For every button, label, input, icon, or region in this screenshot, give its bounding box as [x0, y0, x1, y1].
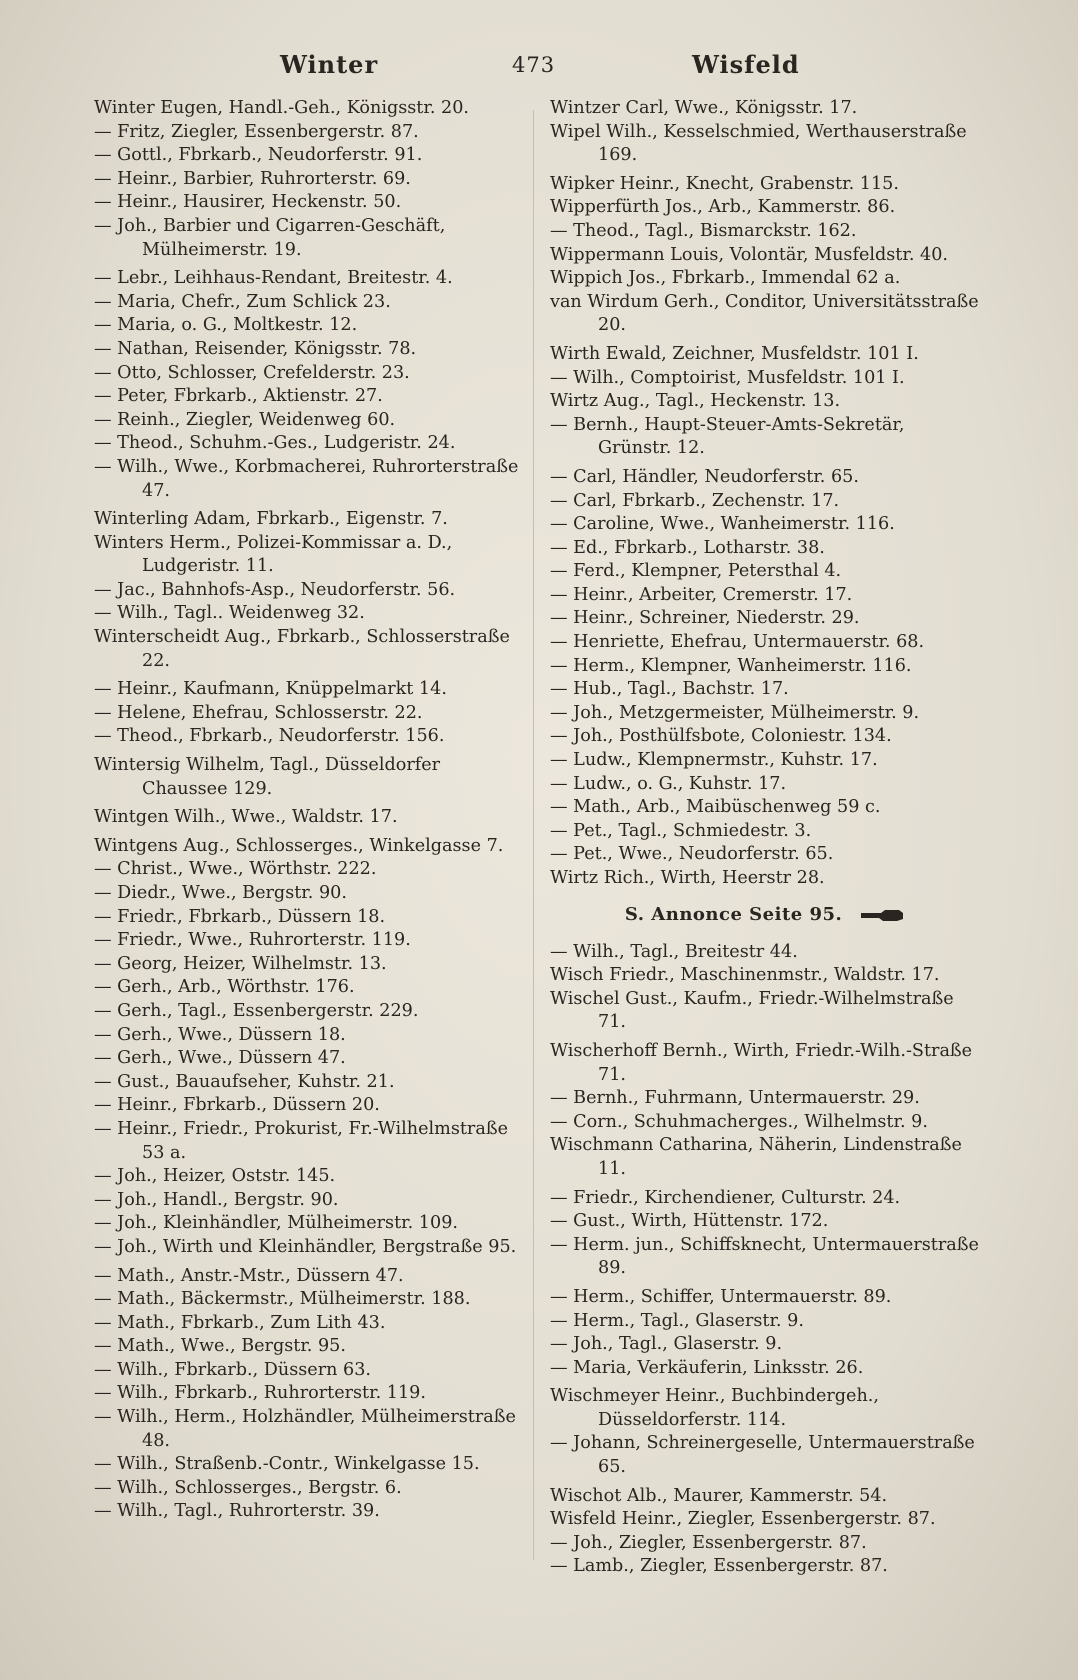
directory-entry: Wintzer Carl, Wwe., Königsstr. 17. [550, 98, 858, 118]
directory-entry: — Friedr., Wwe., Ruhrorterstr. 119. [94, 930, 411, 951]
directory-entry: — Fritz, Ziegler, Essenbergerstr. 87. [94, 121, 419, 142]
directory-entry: — Joh., Metzgermeister, Mülheimerstr. 9. [550, 702, 920, 723]
directory-entry: — Peter, Fbrkarb., Aktienstr. 27. [94, 386, 383, 407]
directory-entry: van Wirdum Gerh., Conditor, Universitätsstraße 20. [550, 291, 979, 336]
directory-entry: — Joh., Tagl., Glaserstr. 9. [550, 1334, 783, 1355]
directory-entry: — Heinr., Arbeiter, Cremerstr. 17. [550, 584, 853, 605]
column-divider [533, 110, 534, 1560]
directory-entry: — Math., Anstr.-Mstr., Düssern 47. [94, 1265, 404, 1286]
directory-entry: Winter Eugen, Handl.-Geh., Königsstr. 20. [94, 98, 470, 118]
directory-entry: — Heinr., Barbier, Ruhrorterstr. 69. [94, 168, 411, 189]
directory-entry: — Wilh., Fbrkarb., Ruhrorterstr. 119. [94, 1383, 426, 1404]
directory-entry: — Theod., Schuhm.-Ges., Ludgeristr. 24. [94, 433, 456, 454]
directory-entry: — Joh., Heizer, Oststr. 145. [94, 1166, 336, 1187]
directory-entry: Wischerhoff Bernh., Wirth, Friedr.-Wilh.-Straße 71. [550, 1040, 973, 1085]
directory-entry: Wintgen Wilh., Wwe., Waldstr. 17. [94, 807, 398, 828]
directory-entry: Wipperfürth Jos., Arb., Kammerstr. 86. [550, 197, 896, 218]
directory-entry: — Herm., Klempner, Wanheimerstr. 116. [550, 655, 912, 676]
directory-entry: — Corn., Schuhmacherges., Wilhelmstr. 9. [550, 1111, 928, 1132]
directory-entry: — Maria, Chefr., Zum Schlick 23. [94, 291, 391, 312]
right-column [550, 97, 980, 1579]
directory-entry: — Pet., Tagl., Schmiedestr. 3. [550, 820, 812, 841]
directory-entry: — Heinr., Schreiner, Niederstr. 29. [550, 608, 860, 629]
directory-entry: — Lebr., Leihhaus-Rendant, Breitestr. 4. [94, 268, 453, 289]
directory-entry: — Carl, Händler, Neudorferstr. 65. [550, 466, 859, 487]
directory-entry: — Theod., Tagl., Bismarckstr. 162. [550, 220, 857, 241]
directory-entry: — Joh., Wirth und Kleinhändler, Bergstraße 95. [94, 1236, 517, 1257]
directory-entry: — Christ., Wwe., Wörthstr. 222. [94, 859, 377, 880]
directory-entry: — Helene, Ehefrau, Schlosserstr. 22. [94, 702, 423, 723]
directory-entry: — Wilh., Tagl., Ruhrorterstr. 39. [94, 1501, 380, 1522]
directory-entry: Wipel Wilh., Kesselschmied, Werthauserstraße 169. [550, 121, 967, 166]
directory-entry: — Maria, o. G., Moltkestr. 12. [94, 315, 358, 336]
directory-entry: — Ed., Fbrkarb., Lotharstr. 38. [550, 537, 825, 558]
directory-entry: Wisfeld Heinr., Ziegler, Essenbergerstr. 87. [550, 1509, 936, 1530]
directory-entry: — Wilh., Comptoirist, Musfeldstr. 101 I. [550, 367, 905, 388]
directory-entry: Wintersig Wilhelm, Tagl., Düsseldorfer Chaussee 129. [94, 755, 441, 799]
directory-entry: — Wilh., Fbrkarb., Düssern 63. [94, 1359, 372, 1380]
directory-entry: — Friedr., Kirchendiener, Culturstr. 24. [550, 1187, 901, 1208]
directory-entry: — Heinr., Hausirer, Heckenstr. 50. [94, 192, 402, 213]
directory-entry: Wischmeyer Heinr., Buchbindergeh., Düsseldorferstr. 114. [550, 1386, 879, 1430]
directory-entry: Wipker Heinr., Knecht, Grabenstr. 115. [550, 173, 899, 194]
directory-entry: Winterling Adam, Fbrkarb., Eigenstr. 7. [94, 509, 448, 530]
directory-entry: Wirth Ewald, Zeichner, Musfeldstr. 101 I. [550, 343, 919, 364]
directory-entry: — Johann, Schreinergeselle, Untermauerstraße 65. [550, 1433, 975, 1478]
directory-entry: — Math., Arb., Maibüschenweg 59 c. [550, 797, 881, 818]
directory-entry: Wirtz Rich., Wirth, Heerstr 28. [550, 868, 825, 888]
directory-entry: Wintgens Aug., Schlosserges., Winkelgasse 7. [94, 835, 504, 856]
directory-entry: — Joh., Posthülfsbote, Coloniestr. 134. [550, 726, 892, 747]
directory-entry: — Math., Wwe., Bergstr. 95. [94, 1336, 346, 1357]
directory-entry: — Gerh., Wwe., Düssern 47. [94, 1048, 346, 1069]
directory-entry: — Henriette, Ehefrau, Untermauerstr. 68. [550, 632, 925, 653]
directory-entry: — Gottl., Fbrkarb., Neudorferstr. 91. [94, 145, 423, 166]
directory-entry: Wischmann Catharina, Näherin, Lindenstraße 11. [550, 1135, 962, 1179]
directory-entry: Winters Herm., Polizei-Kommissar a. D., Ludgeristr. 11. [94, 532, 453, 577]
directory-entry: — Joh., Ziegler, Essenbergerstr. 87. [550, 1532, 867, 1553]
directory-entry: — Math., Fbrkarb., Zum Lith 43. [94, 1312, 386, 1333]
directory-entry: — Carl, Fbrkarb., Zechenstr. 17. [550, 490, 840, 511]
directory-entry: — Gerh., Tagl., Essenbergerstr. 229. [94, 1000, 419, 1021]
directory-entry: — Theod., Fbrkarb., Neudorferstr. 156. [94, 726, 445, 747]
directory-entry: — Wilh., Herm., Holzhändler, Mülheimerstraße 48. [94, 1407, 516, 1451]
directory-entry: Wischel Gust., Kaufm., Friedr.-Wilhelmstraße 71. [550, 988, 954, 1033]
directory-entry: — Otto, Schlosser, Crefelderstr. 23. [94, 362, 410, 383]
directory-entry: — Reinh., Ziegler, Weidenweg 60. [94, 409, 396, 430]
directory-entry: — Joh., Handl., Bergstr. 90. [94, 1189, 339, 1210]
running-head-right: Wisfeld [692, 50, 800, 79]
directory-entry: — Gust., Wirth, Hüttenstr. 172. [550, 1211, 829, 1232]
pointing-hand-icon [859, 907, 905, 923]
directory-entry: — Diedr., Wwe., Bergstr. 90. [94, 883, 347, 903]
directory-entry: — Herm. jun., Schiffsknecht, Untermauerstraße 89. [550, 1234, 979, 1279]
directory-entry: — Bernh., Fuhrmann, Untermauerstr. 29. [550, 1088, 920, 1109]
directory-entry: — Joh., Barbier und Cigarren-Geschäft, Mülheimerstr. 19. [94, 215, 446, 260]
directory-entry: Wischot Alb., Maurer, Kammerstr. 54. [550, 1485, 888, 1506]
directory-entry: — Wilh., Tagl.. Weidenweg 32. [94, 603, 365, 624]
annonce-text: S. Annonce Seite 95. [624, 903, 843, 925]
running-head-left: Winter [280, 50, 379, 79]
directory-entry: — Math., Bäckermstr., Mülheimerstr. 188. [94, 1289, 471, 1310]
directory-entry: Wippermann Louis, Volontär, Musfeldstr. 40. [550, 244, 949, 265]
directory-entry: — Joh., Kleinhändler, Mülheimerstr. 109. [94, 1213, 458, 1234]
directory-entry: — Caroline, Wwe., Wanheimerstr. 116. [550, 514, 895, 535]
directory-entry: Winterscheidt Aug., Fbrkarb., Schlosserstraße 22. [94, 627, 510, 671]
directory-entry: — Ludw., o. G., Kuhstr. 17. [550, 773, 787, 794]
directory-entry: — Jac., Bahnhofs-Asp., Neudorferstr. 56. [94, 579, 456, 600]
directory-entry: — Hub., Tagl., Bachstr. 17. [550, 679, 789, 700]
directory-entry: — Ferd., Klempner, Petersthal 4. [550, 561, 842, 582]
directory-entry: — Pet., Wwe., Neudorferstr. 65. [550, 844, 834, 865]
directory-entry: — Herm., Schiffer, Untermauerstr. 89. [550, 1286, 892, 1307]
directory-entry: — Heinr., Kaufmann, Knüppelmarkt 14. [94, 679, 447, 700]
directory-entry: — Gerh., Wwe., Düssern 18. [94, 1024, 346, 1045]
directory-entry: — Heinr., Fbrkarb., Düssern 20. [94, 1095, 380, 1116]
directory-entry: — Wilh., Straßenb.-Contr., Winkelgasse 15. [94, 1454, 480, 1475]
directory-entry: Wippich Jos., Fbrkarb., Immendal 62 a. [550, 268, 901, 289]
directory-entry: — Friedr., Fbrkarb., Düssern 18. [94, 906, 386, 927]
annonce-notice [550, 903, 980, 927]
right-column-entries-bottom [550, 941, 980, 1579]
directory-entry: — Georg, Heizer, Wilhelmstr. 13. [94, 953, 387, 974]
directory-entry: Wirtz Aug., Tagl., Heckenstr. 13. [550, 391, 841, 412]
directory-entry: — Heinr., Friedr., Prokurist, Fr.-Wilhelmstraße 53 a. [94, 1118, 508, 1163]
directory-entry: — Lamb., Ziegler, Essenbergerstr. 87. [550, 1556, 888, 1577]
directory-entry: — Maria, Verkäuferin, Linksstr. 26. [550, 1357, 864, 1378]
directory-entry: — Nathan, Reisender, Königsstr. 78. [94, 338, 417, 359]
directory-entry: — Gust., Bauaufseher, Kuhstr. 21. [94, 1071, 395, 1092]
directory-entry: Wisch Friedr., Maschinenmstr., Waldstr. 17. [550, 965, 940, 986]
directory-entry: — Bernh., Haupt-Steuer-Amts-Sekretär, Grünstr. 12. [550, 414, 905, 459]
directory-entry: — Gerh., Arb., Wörthstr. 176. [94, 977, 355, 998]
directory-entry: — Wilh., Wwe., Korbmacherei, Ruhrorterstraße 47. [94, 456, 519, 501]
directory-entry: — Wilh., Tagl., Breitestr 44. [550, 941, 798, 962]
directory-entry: — Wilh., Schlosserges., Bergstr. 6. [94, 1477, 402, 1498]
right-column-entries-top [550, 97, 980, 891]
directory-entry: — Ludw., Klempnermstr., Kuhstr. 17. [550, 750, 878, 771]
page-number: 473 [512, 53, 556, 77]
left-column [94, 97, 524, 1524]
directory-entry: — Herm., Tagl., Glaserstr. 9. [550, 1310, 804, 1331]
